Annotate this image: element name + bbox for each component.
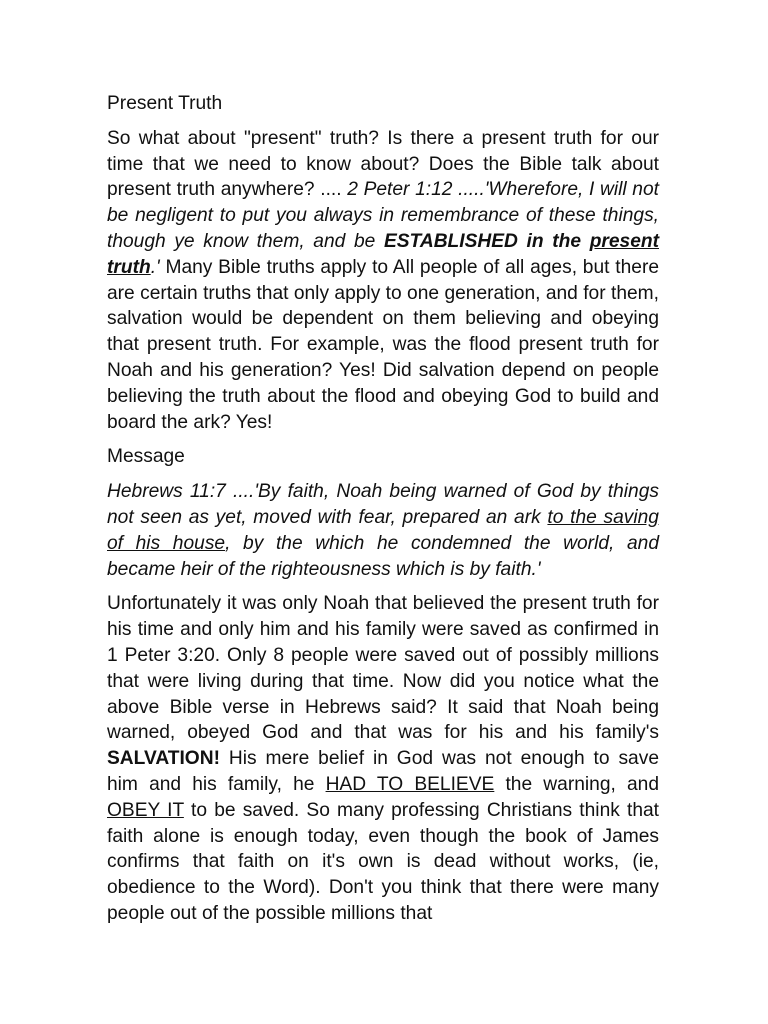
paragraph-present-truth	[107, 126, 659, 436]
paragraph-text: the warning, and	[494, 773, 659, 795]
section-heading-message: Message	[107, 446, 185, 468]
section-heading-present-truth: Present Truth	[107, 93, 223, 114]
emphasis-present-truth: present truth	[107, 230, 659, 278]
scripture-quote-end: .'	[150, 256, 160, 278]
paragraph-text: So what about "present" truth? Is there a present truth for our time that we need to know about? Does the Bible talk about present truth anywhere? ....	[107, 127, 659, 201]
emphasis-salvation: SALVATION!	[107, 748, 220, 770]
emphasis-obey-it: OBEY IT	[107, 799, 184, 821]
paragraph-text: to be saved. So many professing Christians think that faith alone is enough today, even though the book of James confirms that faith on it's own is dead without works, (ie, obedience to the Word). Don't you think that there were many people out of the possible millions that	[107, 799, 660, 924]
emphasis-had-to-believe: HAD TO BELIEVE	[325, 773, 495, 795]
scripture-quote: Hebrews 11:7 ....'By faith, Noah being warned of God by things not seen as yet, moved with fear, prepared an ark	[107, 481, 659, 528]
paragraph-hebrews-quote	[107, 479, 659, 582]
emphasis-established: ESTABLISHED in the	[383, 230, 590, 252]
scripture-quote: , by the which he condemned the world, and became heir of the righteousness which is by faith.'	[107, 532, 659, 580]
scripture-quote: 2 Peter 1:12 .....'Wherefore, I will not be negligent to put you always in remembrance of these things, though ye know them, and be	[107, 179, 659, 252]
paragraph-text: Unfortunately it was only Noah that believed the present truth for his time and only him and his family were saved as confirmed in 1 Peter 3:20. Only 8 people were saved out of possibly millions that were living during that time. Now did you notice what the above Bible verse in Hebrews said? It said that Noah being warned, obeyed God and that was for his and his family's	[107, 593, 659, 744]
paragraph-text: His mere belief in God was not enough to save him and his family, he	[107, 748, 659, 795]
paragraph-text: Many Bible truths apply to All people of all ages, but there are certain truths that only apply to one generation, and for them, salvation would be dependent on them believing and obeying that present truth. For example, was the flood present truth for Noah and his generation? Yes! Did salvation depend on people believing the truth about the flood and obeying God to build and board the ark? Yes!	[107, 256, 659, 433]
paragraph-noah	[107, 591, 659, 926]
document-page	[107, 91, 659, 936]
emphasis-saving-house: to the saving of his house	[107, 506, 659, 554]
